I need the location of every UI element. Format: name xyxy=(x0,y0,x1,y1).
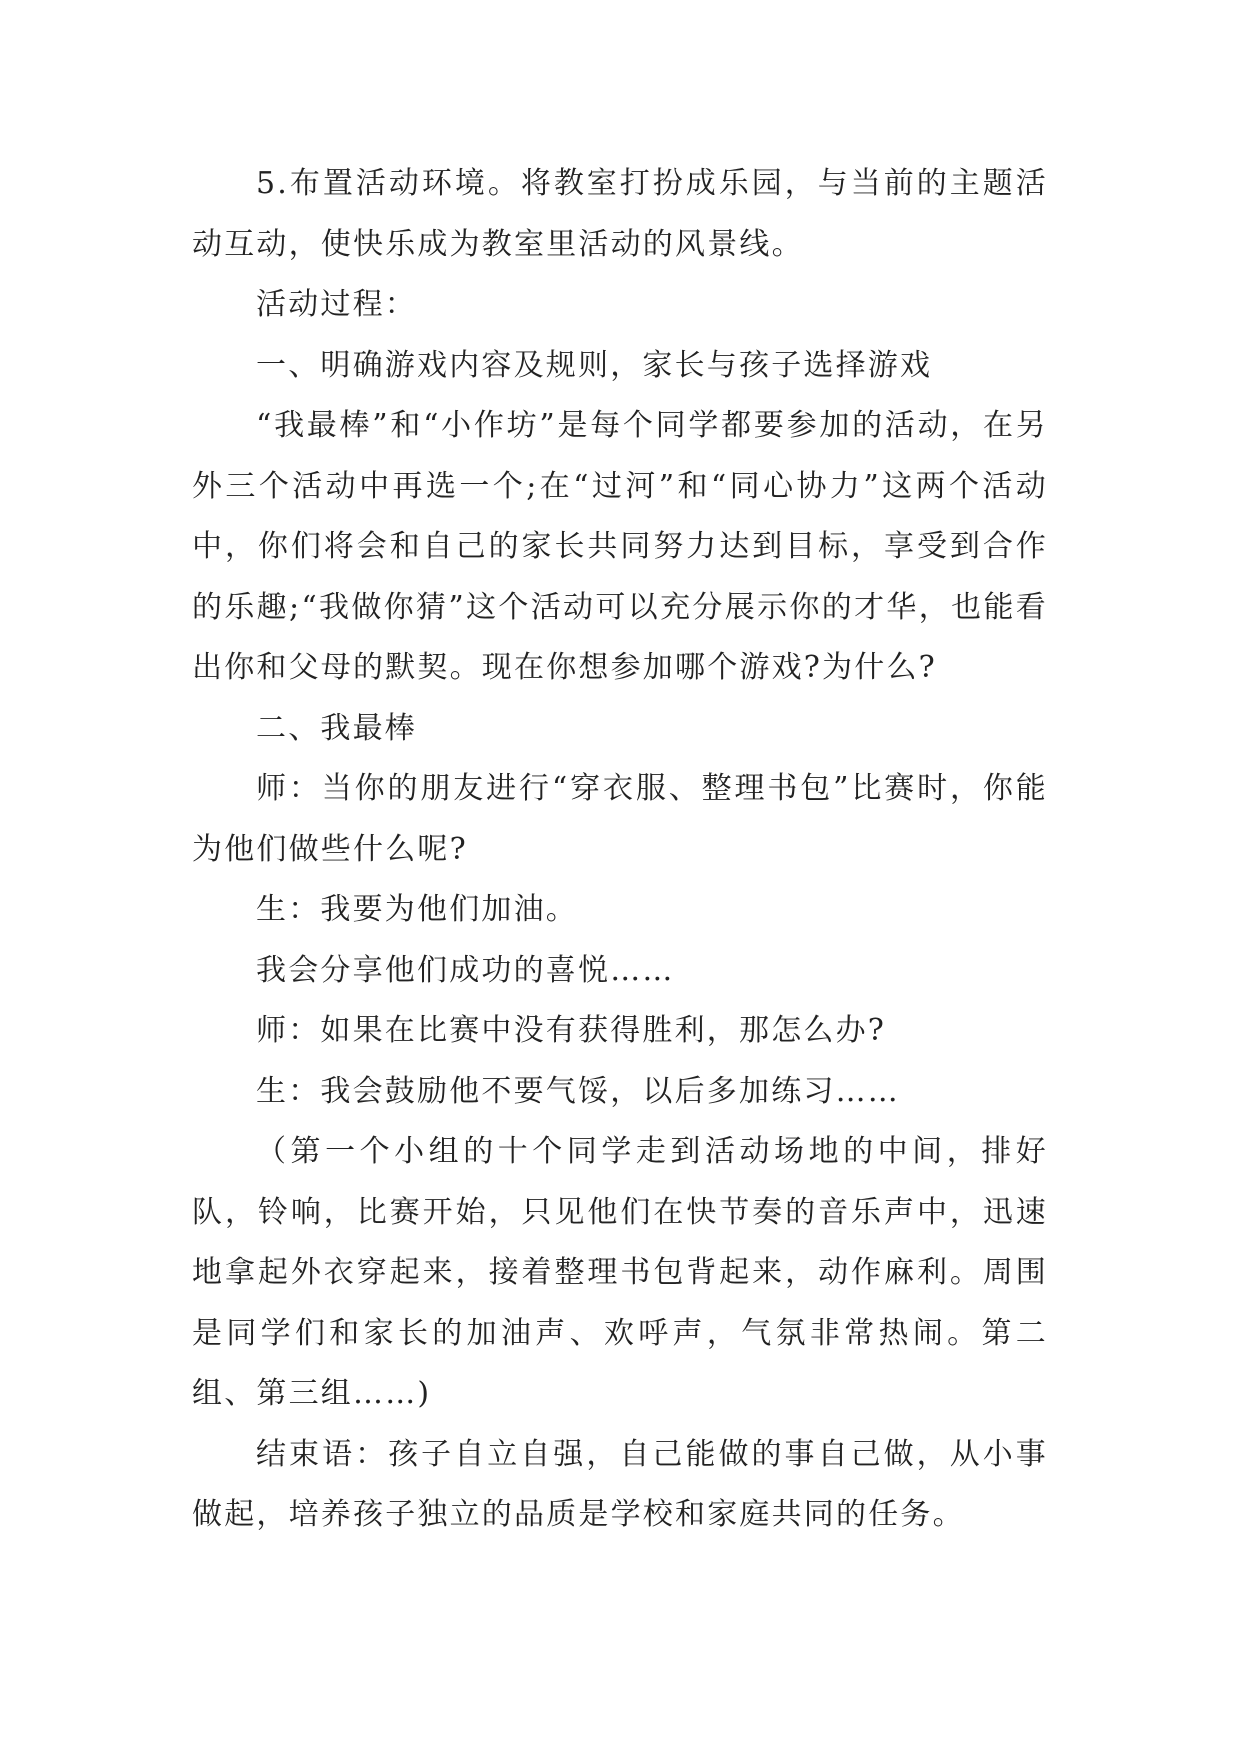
paragraph-section-one-heading: 一、明确游戏内容及规则，家长与孩子选择游戏 xyxy=(256,347,933,383)
document-body xyxy=(192,154,1048,1546)
paragraph-activity-environment: 5.布置活动环境。将教室打扮成乐园，与当前的主题活动互动，使快乐成为教室里活动的风景线。 xyxy=(192,166,1048,262)
paragraph-teacher-question-2: 师：如果在比赛中没有获得胜利，那怎么办? xyxy=(256,1013,887,1048)
paragraph-student-answer-2: 我会分享他们成功的喜悦…… xyxy=(256,952,675,988)
paragraph-student-answer-3: 生：我会鼓励他不要气馁，以后多加练习…… xyxy=(256,1073,900,1109)
paragraph-competition-description: （第一个小组的十个同学走到活动场地的中间，排好队，铃响，比赛开始，只见他们在快节奏的音乐声中，迅速地拿起外衣穿起来，接着整理书包背起来，动作麻利。周围是同学们和家长的加油声、欢呼声，气氛非常热闹。第二组、第三组……) xyxy=(192,1134,1048,1411)
paragraph-teacher-question-1: 师：当你的朋友进行“穿衣服、整理书包”比赛时，你能为他们做些什么呢? xyxy=(192,771,1048,867)
paragraph-student-answer-1: 生：我要为他们加油。 xyxy=(256,892,578,927)
paragraph-section-two-heading: 二、我最棒 xyxy=(256,710,417,746)
paragraph-game-selection: “我最棒”和“小作坊”是每个同学都要参加的活动，在另外三个活动中再选一个;在“过河”和“同心协力”这两个活动中，你们将会和自己的家长共同努力达到目标，享受到合作的乐趣;“我做你猜”这个活动可以充分展示你的才华，也能看出你和父母的默契。现在你想参加哪个游戏?为什么? xyxy=(192,408,1048,685)
paragraph-closing-remarks: 结束语：孩子自立自强，自己能做的事自己做，从小事做起，培养孩子独立的品质是学校和家庭共同的任务。 xyxy=(192,1436,1048,1532)
paragraph-activity-process-heading: 活动过程： xyxy=(256,287,417,322)
